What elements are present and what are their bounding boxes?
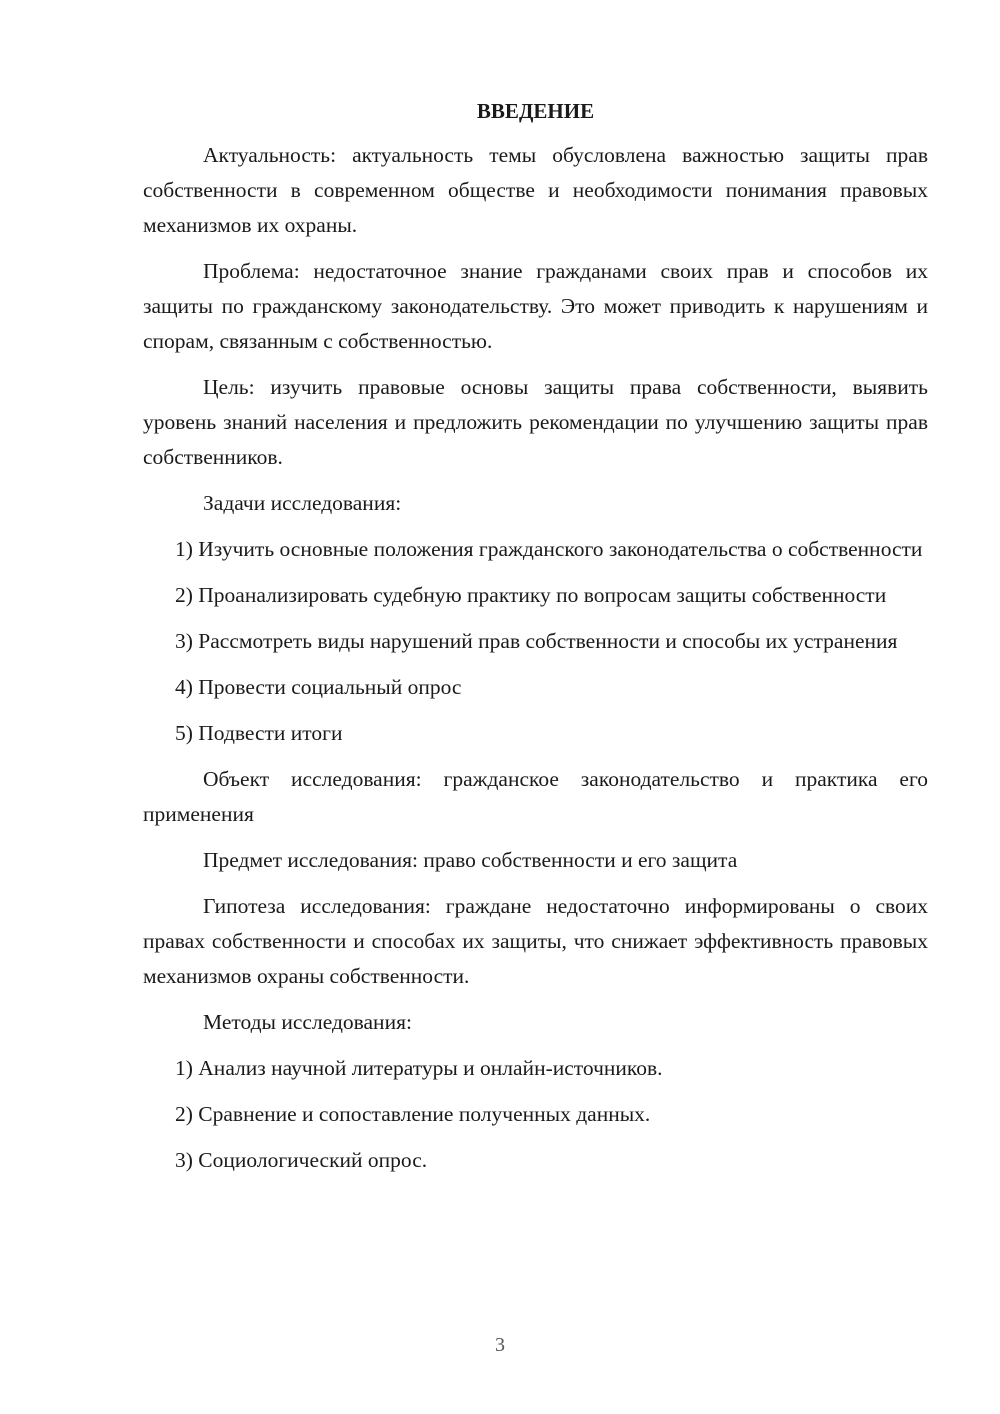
task-item-4: 4) Провести социальный опрос — [175, 675, 462, 699]
problem-paragraph: Проблема: недостаточное знание гражданами своих прав и способов их защиты по гражданскому законодательству. Это может приводить к нарушениям и спорам, связанным с собственностью. — [143, 259, 928, 353]
goal-paragraph: Цель: изучить правовые основы защиты права собственности, выявить уровень знаний населения и предложить рекомендации по улучшению защиты прав собственников. — [143, 375, 928, 469]
task-item-3: 3) Рассмотреть виды нарушений прав собственности и способы их устранения — [175, 629, 898, 653]
method-item-2: 2) Сравнение и сопоставление полученных данных. — [175, 1102, 651, 1126]
method-item-3: 3) Социологический опрос. — [175, 1148, 428, 1172]
method-item-1: 1) Анализ научной литературы и онлайн-источников. — [175, 1056, 663, 1080]
page-number: 3 — [495, 1334, 505, 1356]
object-paragraph: Объект исследования: гражданское законодательство и практика его применения — [143, 767, 928, 826]
task-item-5: 5) Подвести итоги — [175, 721, 343, 745]
hypothesis-paragraph: Гипотеза исследования: граждане недостаточно информированы о своих правах собственности и способах их защиты, что снижает эффективность правовых механизмов охраны собственности. — [143, 894, 928, 988]
task-item-1: 1) Изучить основные положения гражданского законодательства о собственности — [175, 537, 923, 561]
subject-paragraph: Предмет исследования: право собственности и его защита — [203, 848, 738, 872]
task-item-2: 2) Проанализировать судебную практику по вопросам защиты собственности — [175, 583, 887, 607]
relevance-paragraph: Актуальность: актуальность темы обусловлена важностью защиты прав собственности в современном обществе и необходимости понимания правовых механизмов их охраны. — [143, 143, 928, 237]
methods-heading: Методы исследования: — [203, 1010, 412, 1034]
section-title: ВВЕДЕНИЕ — [476, 99, 595, 123]
tasks-heading: Задачи исследования: — [203, 491, 402, 515]
document-page — [143, 94, 928, 1189]
